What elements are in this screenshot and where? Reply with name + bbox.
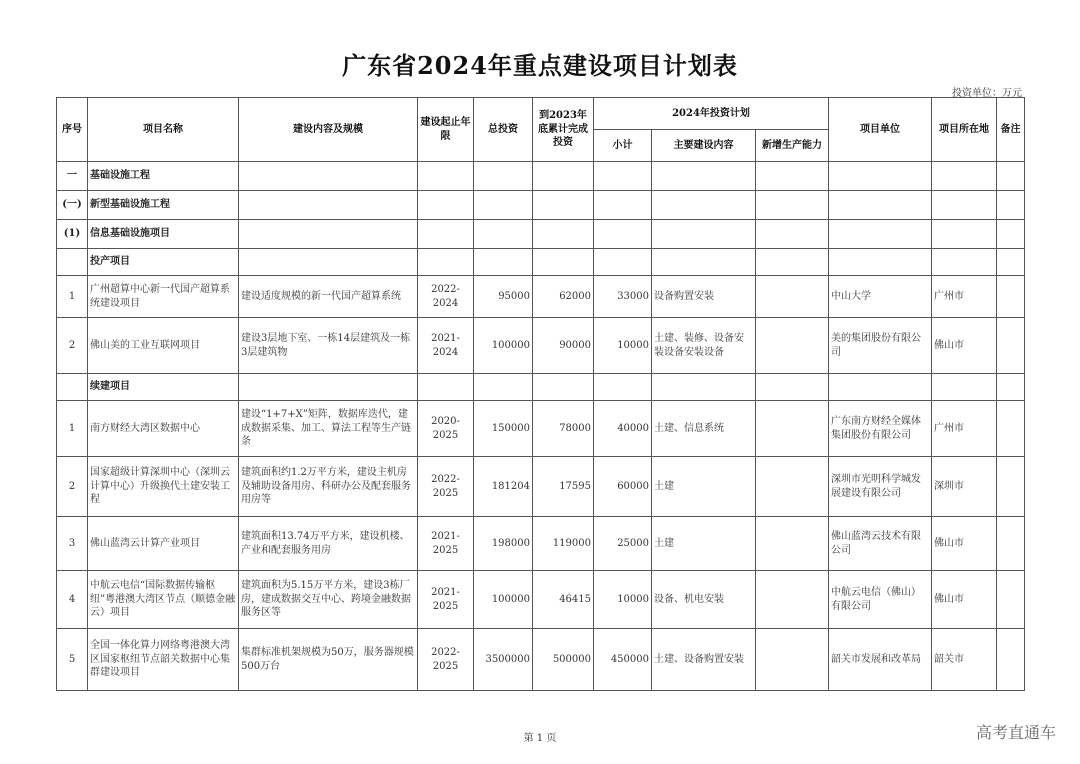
- empty-cell: [533, 374, 594, 401]
- empty-cell: [756, 249, 829, 276]
- cell-capacity: [756, 517, 829, 571]
- cell-loc: 佛山市: [932, 318, 997, 374]
- cell-content: 建筑面积为5.15万平方米，建设3栋厂房，建成数据交互中心、跨境金融数据服务区等: [239, 571, 418, 629]
- section-row: [57, 162, 1025, 191]
- cell-total: 3500000: [474, 629, 533, 691]
- cell-period: 2022-2025: [418, 629, 474, 691]
- watermark-text: 高考直通车: [975, 723, 1056, 742]
- cell-main: 设备购置安装: [652, 276, 756, 318]
- cell-content: 建筑面积约1.2万平方米，建设主机房及辅助设备用房、科研办公及配套服务用房等: [239, 457, 418, 517]
- cell-org: 广东南方财经全媒体集团股份有限公司: [829, 401, 932, 457]
- header-project-unit: 项目单位: [829, 98, 932, 162]
- empty-cell: [418, 162, 474, 191]
- cell-capacity: [756, 457, 829, 517]
- empty-cell: [418, 220, 474, 249]
- cell-done: 17595: [533, 457, 594, 517]
- section-row: [57, 220, 1025, 249]
- cell-org: 中航云电信（佛山）有限公司: [829, 571, 932, 629]
- cell-subtotal: 60000: [594, 457, 652, 517]
- header-total-investment: 总投资: [474, 98, 533, 162]
- cell-done: 46415: [533, 571, 594, 629]
- section-name: 新型基础设施工程: [88, 191, 239, 220]
- cell-subtotal: 25000: [594, 517, 652, 571]
- header-content: 建设内容及规模: [239, 98, 418, 162]
- section-no: (一): [57, 191, 88, 220]
- cell-main: 土建、信息系统: [652, 401, 756, 457]
- header-new-capacity: 新增生产能力: [756, 130, 829, 162]
- cell-org: 韶关市发展和改革局: [829, 629, 932, 691]
- group-row: [57, 249, 1025, 276]
- cell-period: 2021-2025: [418, 517, 474, 571]
- cell-capacity: [756, 629, 829, 691]
- cell-no: 1: [57, 401, 88, 457]
- empty-cell: [756, 374, 829, 401]
- header-location: 项目所在地: [932, 98, 997, 162]
- cell-period: 2022-2024: [418, 276, 474, 318]
- page-title: 广东省2024年重点建设项目计划表: [342, 51, 738, 80]
- cell-loc: 佛山市: [932, 517, 997, 571]
- cell-content: 建设“1+7+X”矩阵，数据库迭代，建成数据采集、加工、算法工程等生产链条: [239, 401, 418, 457]
- header-remark: 备注: [997, 98, 1025, 162]
- empty-cell: [57, 374, 88, 401]
- cell-capacity: [756, 571, 829, 629]
- section-no: (1): [57, 220, 88, 249]
- header-main-content: 主要建设内容: [652, 130, 756, 162]
- empty-cell: [418, 191, 474, 220]
- cell-loc: 韶关市: [932, 629, 997, 691]
- cell-name: 南方财经大湾区数据中心: [88, 401, 239, 457]
- empty-cell: [932, 162, 997, 191]
- empty-cell: [533, 249, 594, 276]
- empty-cell: [533, 220, 594, 249]
- empty-cell: [652, 191, 756, 220]
- table-row: [57, 571, 1025, 629]
- table-row: [57, 517, 1025, 571]
- cell-main: 设备、机电安装: [652, 571, 756, 629]
- empty-cell: [932, 249, 997, 276]
- cell-no: 5: [57, 629, 88, 691]
- cell-subtotal: 40000: [594, 401, 652, 457]
- header-project-name: 项目名称: [88, 98, 239, 162]
- empty-cell: [594, 191, 652, 220]
- empty-cell: [652, 162, 756, 191]
- cell-org: 佛山蓝湾云技术有限公司: [829, 517, 932, 571]
- cell-main: 土建: [652, 517, 756, 571]
- empty-cell: [239, 374, 418, 401]
- cell-total: 181204: [474, 457, 533, 517]
- empty-cell: [997, 249, 1025, 276]
- cell-period: 2021-2024: [418, 318, 474, 374]
- investment-unit-note: 投资单位：万元: [952, 88, 1022, 99]
- cell-no: 2: [57, 457, 88, 517]
- empty-cell: [997, 220, 1025, 249]
- empty-cell: [829, 249, 932, 276]
- cell-name: 佛山美的工业互联网项目: [88, 318, 239, 374]
- cell-total: 150000: [474, 401, 533, 457]
- header-plan-2024: 2024年投资计划: [594, 98, 829, 130]
- cell-remark: [997, 318, 1025, 374]
- cell-name: 佛山蓝湾云计算产业项目: [88, 517, 239, 571]
- cell-capacity: [756, 401, 829, 457]
- cell-name: 中航云电信“国际数据传输枢纽”粤港澳大湾区节点（顺德金融云）项目: [88, 571, 239, 629]
- cell-remark: [997, 517, 1025, 571]
- cell-org: 美的集团股份有限公司: [829, 318, 932, 374]
- cell-main: 土建、装修、设备安装设备安装设备: [652, 318, 756, 374]
- cell-no: 1: [57, 276, 88, 318]
- cell-no: 3: [57, 517, 88, 571]
- group-label: 续建项目: [88, 374, 239, 401]
- empty-cell: [652, 374, 756, 401]
- empty-cell: [756, 162, 829, 191]
- cell-capacity: [756, 276, 829, 318]
- empty-cell: [829, 191, 932, 220]
- empty-cell: [474, 374, 533, 401]
- empty-cell: [594, 220, 652, 249]
- cell-remark: [997, 629, 1025, 691]
- cell-total: 198000: [474, 517, 533, 571]
- empty-cell: [474, 249, 533, 276]
- cell-done: 500000: [533, 629, 594, 691]
- cell-done: 78000: [533, 401, 594, 457]
- cell-no: 2: [57, 318, 88, 374]
- cell-loc: 佛山市: [932, 571, 997, 629]
- cell-content: 建筑面积13.74万平方米，建设机楼、产业和配套服务用房: [239, 517, 418, 571]
- empty-cell: [418, 374, 474, 401]
- empty-cell: [932, 191, 997, 220]
- cell-loc: 广州市: [932, 276, 997, 318]
- cell-total: 95000: [474, 276, 533, 318]
- section-no: 一: [57, 162, 88, 191]
- table-row: [57, 318, 1025, 374]
- empty-cell: [474, 220, 533, 249]
- empty-cell: [474, 162, 533, 191]
- page-number: 第 1 页: [523, 733, 557, 744]
- section-name: 基础设施工程: [88, 162, 239, 191]
- empty-cell: [594, 162, 652, 191]
- cell-capacity: [756, 318, 829, 374]
- empty-cell: [829, 374, 932, 401]
- empty-cell: [997, 162, 1025, 191]
- table-row: [57, 629, 1025, 691]
- cell-main: 土建、设备购置安装: [652, 629, 756, 691]
- cell-content: 建设适度规模的新一代国产超算系统: [239, 276, 418, 318]
- empty-cell: [932, 374, 997, 401]
- empty-cell: [239, 249, 418, 276]
- empty-cell: [997, 374, 1025, 401]
- cell-total: 100000: [474, 318, 533, 374]
- empty-cell: [932, 220, 997, 249]
- cell-total: 100000: [474, 571, 533, 629]
- header-period: 建设起止年限: [418, 98, 474, 162]
- table-row: [57, 401, 1025, 457]
- empty-cell: [829, 220, 932, 249]
- header-no: 序号: [57, 98, 88, 162]
- cell-name: 全国一体化算力网络粤港澳大湾区国家枢纽节点韶关数据中心集群建设项目: [88, 629, 239, 691]
- cell-remark: [997, 571, 1025, 629]
- cell-main: 土建: [652, 457, 756, 517]
- empty-cell: [239, 191, 418, 220]
- cell-done: 119000: [533, 517, 594, 571]
- cell-remark: [997, 401, 1025, 457]
- cell-period: 2021-2025: [418, 571, 474, 629]
- empty-cell: [57, 249, 88, 276]
- section-name: 信息基础设施项目: [88, 220, 239, 249]
- empty-cell: [756, 191, 829, 220]
- table-row: [57, 457, 1025, 517]
- empty-cell: [997, 191, 1025, 220]
- empty-cell: [829, 162, 932, 191]
- cell-content: 建设3层地下室、一栋14层建筑及一栋3层建筑物: [239, 318, 418, 374]
- cell-name: 国家超级计算深圳中心（深圳云计算中心）升级换代土建安装工程: [88, 457, 239, 517]
- cell-loc: 广州市: [932, 401, 997, 457]
- cell-loc: 深圳市: [932, 457, 997, 517]
- cell-subtotal: 10000: [594, 318, 652, 374]
- empty-cell: [533, 191, 594, 220]
- cell-subtotal: 10000: [594, 571, 652, 629]
- cell-remark: [997, 276, 1025, 318]
- empty-cell: [652, 220, 756, 249]
- empty-cell: [533, 162, 594, 191]
- cell-period: 2022-2025: [418, 457, 474, 517]
- empty-cell: [594, 249, 652, 276]
- empty-cell: [594, 374, 652, 401]
- section-row: [57, 191, 1025, 220]
- cell-done: 62000: [533, 276, 594, 318]
- header-completed-2023: 到2023年底累计完成投资: [533, 98, 594, 162]
- header-subtotal: 小计: [594, 130, 652, 162]
- cell-name: 广州超算中心新一代国产超算系统建设项目: [88, 276, 239, 318]
- cell-period: 2020-2025: [418, 401, 474, 457]
- cell-subtotal: 33000: [594, 276, 652, 318]
- cell-remark: [997, 457, 1025, 517]
- table-row: [57, 276, 1025, 318]
- empty-cell: [652, 249, 756, 276]
- table-body: [57, 162, 1025, 691]
- cell-org: 中山大学: [829, 276, 932, 318]
- empty-cell: [239, 220, 418, 249]
- project-plan-table: [56, 97, 1025, 691]
- empty-cell: [418, 249, 474, 276]
- cell-content: 集群标准机架规模为50万，服务器规模500万台: [239, 629, 418, 691]
- cell-done: 90000: [533, 318, 594, 374]
- group-label: 投产项目: [88, 249, 239, 276]
- empty-cell: [756, 220, 829, 249]
- empty-cell: [474, 191, 533, 220]
- cell-subtotal: 450000: [594, 629, 652, 691]
- cell-no: 4: [57, 571, 88, 629]
- cell-org: 深圳市光明科学城发展建设有限公司: [829, 457, 932, 517]
- empty-cell: [239, 162, 418, 191]
- group-row: [57, 374, 1025, 401]
